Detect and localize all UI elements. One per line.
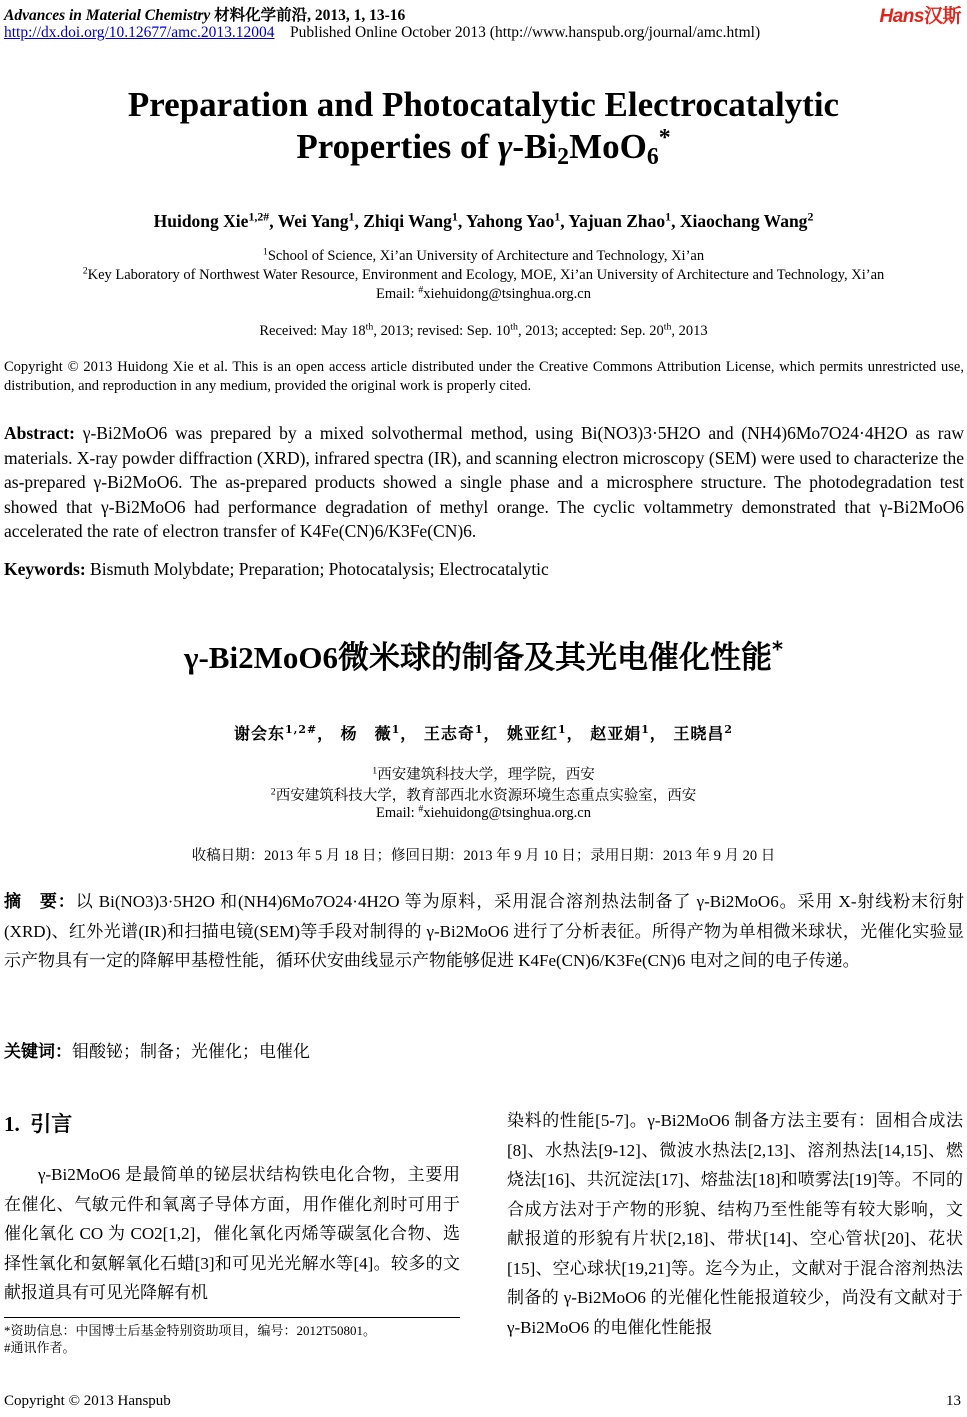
- author: Zhiqi Wang: [363, 211, 452, 231]
- author-list-en: Huidong Xie$^{1,2\#}$, Wei Yang$^1$, Zhiqi Wang$^1$, Yahong Yao$^1$, Yajuan Zhao$^1$, Xiaochang Wang$^2$: [153, 209, 814, 231]
- abstract-cn: [4, 887, 964, 975]
- keywords-cn: [4, 1037, 310, 1062]
- email-address[interactable]: xiehuidong@tsinghua.org.cn: [423, 805, 591, 821]
- abstract-text: γ-Bi2MoO6 was prepared by a mixed solvothermal method, using Bi(NO3)3·5H2O and (NH4)6Mo7O24·4H2O as raw materials. X-ray powder diffraction (XRD), infrared spectra (IR), and scanning electron microscopy (SEM) were used to characterize the as-prepared γ-Bi2MoO6. The as-prepared products showed a single phase and a microsphere structure. The photodegradation test showed that γ-Bi2MoO6 had performance degradation of methyl orange. The cyclic voltammetry demonstrated that γ-Bi2MoO6 accelerated the rate of electron transfer of K4Fe(CN)6/K3Fe(CN)6.: [4, 423, 965, 541]
- abstract-en: [4, 421, 964, 544]
- dates-cn: 收稿日期：2013 年 5 月 18 日；修回日期：2013 年 9 月 10 日；录用日期：2013 年 9 月 20 日: [191, 848, 776, 864]
- logo-text-cn: 汉斯: [923, 6, 961, 27]
- author-list-cn: 谢会东$^{1,2\#}$， 杨 薇$^1$， 王志奇$^1$， 姚亚红$^1$， 赵亚娟$^1$， 王晓昌$^2$: [234, 723, 733, 743]
- paragraph: 染料的性能[5-7]。γ-Bi2MoO6 制备方法主要有：固相合成法[8]、水热法[9-12]、微波水热法[2,13]、溶剂热法[14,15]、燃烧法[16]、共沉淀法[17]、熔盐法[18]和喷雾法[19]等。不同的合成方法对于产物的形貌、结构乃至性能等有较大影响，文献报道的形貌有片状[2,18]、带状[14]、空心管状[20]、花状[15]、空心球状[19,21]等。迄今为止，文献对于混合溶剂热法制备的 γ-Bi2MoO6 的光催化性能报道较少，尚没有文献对于 γ-Bi2MoO6 的电催化性能报: [507, 1111, 963, 1337]
- section-heading: [4, 1108, 72, 1138]
- doi-line: [4, 24, 760, 42]
- author: Yahong Yao: [465, 211, 555, 231]
- published-online: Published Online October 2013 (http://www.hanspub.org/journal/amc.html): [290, 24, 761, 41]
- affiliation-1-en: $^1$School of Science, Xi’an University of Architecture and Technology, Xi’an: [262, 246, 705, 264]
- logo-text-en: Hans: [879, 6, 924, 27]
- body-column-left: [4, 1160, 460, 1308]
- footnote-corresponding: #通讯作者。: [4, 1340, 76, 1355]
- title-line-2: Properties of $\gamma-Bi_2MoO_6^*$: [296, 124, 671, 170]
- abstract-label: Abstract:: [4, 423, 75, 443]
- footnotes: [4, 1322, 376, 1356]
- affiliation-2-en: $^2$Key Laboratory of Northwest Water Resource, Environment and Ecology, MOE, Xi’an University of Architecture and Technology, Xi’an: [82, 265, 885, 283]
- footer-copyright: Copyright © 2013 Hanspub: [4, 1393, 171, 1409]
- keywords-en: [4, 559, 549, 580]
- affiliation-2-cn: $^2$西安建筑科技大学，教育部西北水资源环境生态重点实验室，西安: [270, 786, 697, 804]
- body-column-right: [507, 1106, 963, 1342]
- doi-link[interactable]: http://dx.doi.org/10.12677/amc.2013.12004: [4, 24, 275, 41]
- keywords-text: Bismuth Molybdate; Preparation; Photocatalysis; Electrocatalytic: [90, 559, 549, 579]
- affiliation-1-cn: $^1$西安建筑科技大学，理学院，西安: [372, 765, 595, 783]
- journal-name-cn: 材料化学前沿: [214, 7, 308, 24]
- email-address[interactable]: xiehuidong@tsinghua.org.cn: [423, 286, 591, 302]
- footnote-funding: *资助信息：中国博士后基金特别资助项目，编号：2012T50801。: [4, 1323, 376, 1338]
- author: Wei Yang: [277, 211, 349, 231]
- title-line-1: Preparation and Photocatalytic Electrocatalytic: [127, 85, 840, 124]
- journal-name-en: Advances in Material Chemistry: [4, 7, 211, 24]
- abstract-text-cn: 以 Bi(NO3)3·5H2O 和(NH4)6Mo7O24·4H2O 等为原料，采用混合溶剂热法制备了 γ-Bi2MoO6。采用 X-射线粉末衍射(XRD)、红外光谱(IR)和扫描电镜(SEM)等手段对制得的 γ-Bi2MoO6 进行了分析表征。所得产物为单相微米球状，光催化实验显示产物具有一定的降解甲基橙性能，循环伏安曲线显示产物能够促进 K4Fe(CN)6/K3Fe(CN)6 电对之间的电子传递。: [4, 892, 965, 970]
- journal-citation: , 2013, 1, 13-16: [307, 7, 406, 24]
- paper-title-cn: γ-Bi2MoO6微米球的制备及其光电催化性能*: [183, 636, 784, 676]
- page-number: 13: [946, 1393, 961, 1409]
- paper-title-en: [0, 84, 967, 168]
- email-cn: Email: #xiehuidong@tsinghua.org.cn: [376, 803, 591, 821]
- author: Xiaochang Wang: [679, 211, 808, 231]
- email-en: Email: #xiehuidong@tsinghua.org.cn: [376, 284, 591, 302]
- author: Yajuan Zhao: [568, 211, 666, 231]
- section-title: 引言: [30, 1112, 73, 1136]
- footnote-divider: [4, 1317, 460, 1318]
- author: Huidong Xie: [153, 211, 249, 231]
- hans-logo: [880, 1, 961, 28]
- section-number: 1.: [4, 1112, 20, 1136]
- title-text-cn: 微米球的制备及其光电催化性能: [337, 640, 772, 676]
- keywords-label-cn: 关键词：: [4, 1042, 72, 1062]
- title-formula: γ-Bi2MoO6: [183, 640, 338, 675]
- keywords-text-cn: 钼酸铋；制备；光催化；电催化: [72, 1042, 310, 1061]
- keywords-label: Keywords:: [4, 559, 86, 579]
- paragraph: γ-Bi2MoO6 是最简单的铋层状结构铁电化合物，主要用在催化、气敏元件和氧离子导体方面，用作催化剂时可用于催化氧化 CO 为 CO2[1,2]，催化氧化丙烯等碳氢化合物、选择性氧化和氨解氧化石蜡[3]和可见光光解水等[4]。较多的文献报道具有可见光降解有机: [4, 1165, 460, 1302]
- copyright-notice: Copyright © 2013 Huidong Xie et al. This is an open access article distributed under the Creative Commons Attribution License, which permits unrestricted use, distribution, and reproduction in any medium, provided the original work is properly cited.: [4, 359, 964, 394]
- received-dates-en: Received: May 18th, 2013; revised: Sep. 10th, 2013; accepted: Sep. 20th, 2013: [259, 321, 708, 339]
- abstract-label-cn: 摘 要：: [4, 892, 76, 912]
- journal-header: [4, 3, 405, 25]
